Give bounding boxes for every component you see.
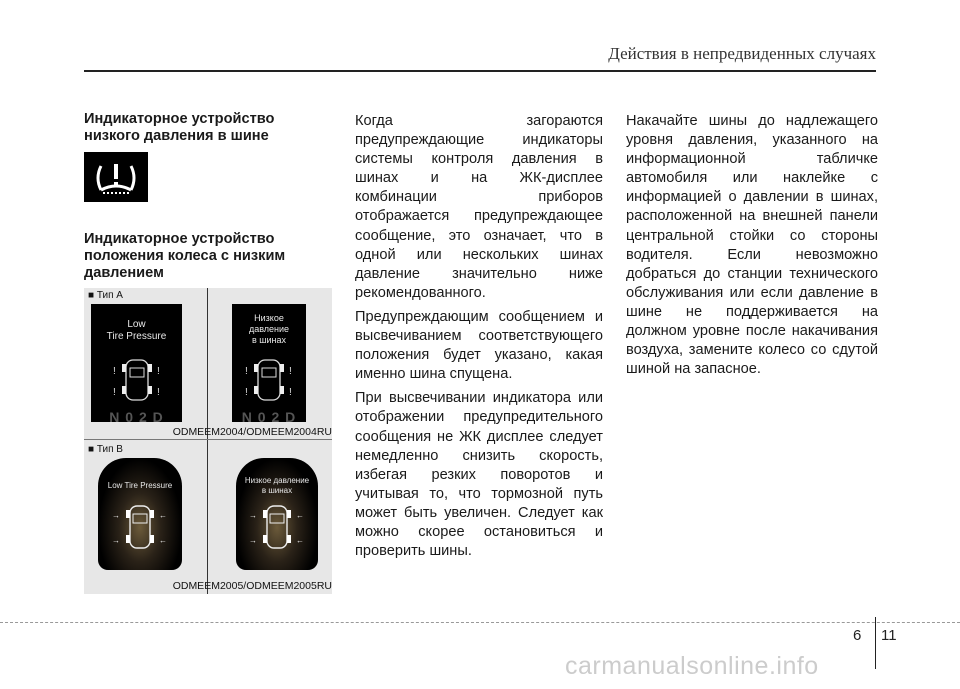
car-tire-icon <box>236 458 318 570</box>
svg-text:!: ! <box>245 387 248 398</box>
svg-text:←: ← <box>159 536 167 545</box>
watermark: carmanualsonline.info <box>565 652 819 680</box>
paragraph: При высвечивании индикатора или отображении предупредительного сообщения не ЖК дисплее следует немедленно снизить скорость, избегая резких поворотов и учитывая то, что тормозной путь может быть увеличен. Следует как можно скорее остановиться и проверить шины. <box>355 390 603 560</box>
svg-text:→: → <box>249 511 257 520</box>
display-panel-a1 <box>91 304 182 422</box>
page-number: 11 <box>881 627 897 644</box>
svg-text:←: ← <box>296 536 304 545</box>
section-number: 6 <box>853 627 862 644</box>
display-panel-b2 <box>236 458 318 570</box>
type-a-label: ■ Тип А <box>88 290 123 301</box>
figure-divider-vertical <box>207 288 208 594</box>
svg-text:→: → <box>112 511 120 520</box>
paragraph: Накачайте шины до надлежащего уровня давления, указанного на информационной табличке автомобиля или наклейке с информацией о давлении в шинах, расположенной на внешней панели центральной стойки со стороны водителя. Если невозможно добраться до станции технического обслуживания или если давление в шине не поддерживается на должном уровне после накачивания воздуха, замените колесо со сдутой шиной на запасное. <box>626 113 878 378</box>
svg-text:→: → <box>249 536 257 545</box>
tpms-warning-icon <box>84 152 148 202</box>
display-panel-b1 <box>98 458 182 570</box>
type-b-label: ■ Тип В <box>88 444 123 455</box>
svg-text:→: → <box>112 536 120 545</box>
panel-b2-text: Низкое давление в шинах <box>244 476 310 495</box>
svg-text:←: ← <box>296 511 304 520</box>
panel-a2-text: Низкое давление в шинах <box>248 313 290 345</box>
display-figure <box>84 288 332 594</box>
car-tire-icon <box>91 304 182 422</box>
footer-rule <box>0 622 960 623</box>
paragraph: Когда загораются предупреждающие индикаторы системы контроля давления в шинах и на ЖК-дисплее комбинации приборов отображается предупреждающее сообщение, это означает, что в одной или нескольких шинах давление значительно ниже рекомендованного. <box>355 113 603 301</box>
svg-text:!: ! <box>113 387 116 398</box>
paragraph: Предупреждающим сообщением и высвечиванием соответствующего положения будет указано, какая именно шина спущена. <box>355 308 603 383</box>
panel-a1-text: Low Tire Pressure <box>106 319 167 342</box>
panel-a1-ghost: N 0 2 D <box>109 409 164 422</box>
svg-text:!: ! <box>157 366 160 377</box>
text-column-3 <box>626 112 878 384</box>
figure-divider-horizontal <box>84 439 332 440</box>
figure-code-b: ODMEEM2005/ODMEEM2005RU <box>172 580 332 592</box>
panel-a2-ghost: N 0 2 D <box>241 409 297 422</box>
panel-b1-text: Low Tire Pressure <box>107 481 173 490</box>
svg-text:!: ! <box>157 387 160 398</box>
svg-text:!: ! <box>245 366 248 377</box>
svg-text:!: ! <box>289 387 292 398</box>
heading-wheel-position: Индикаторное устройство положения колеса с низким давлением <box>84 231 286 281</box>
text-column-2 <box>355 112 603 566</box>
svg-text:←: ← <box>159 511 167 520</box>
car-tire-icon <box>98 458 182 570</box>
figure-code-a: ODMEEM2004/ODMEEM2004RU <box>172 426 332 438</box>
svg-text:!: ! <box>289 366 292 377</box>
svg-text:!: ! <box>113 366 116 377</box>
page-number-separator <box>875 617 876 669</box>
heading-low-pressure: Индикаторное устройство низкого давления в шине <box>84 111 275 144</box>
header-rule <box>84 70 876 72</box>
car-tire-icon <box>232 304 306 422</box>
display-panel-a2 <box>232 304 306 422</box>
header-title: Действия в непредвиденных случаях <box>608 44 876 63</box>
